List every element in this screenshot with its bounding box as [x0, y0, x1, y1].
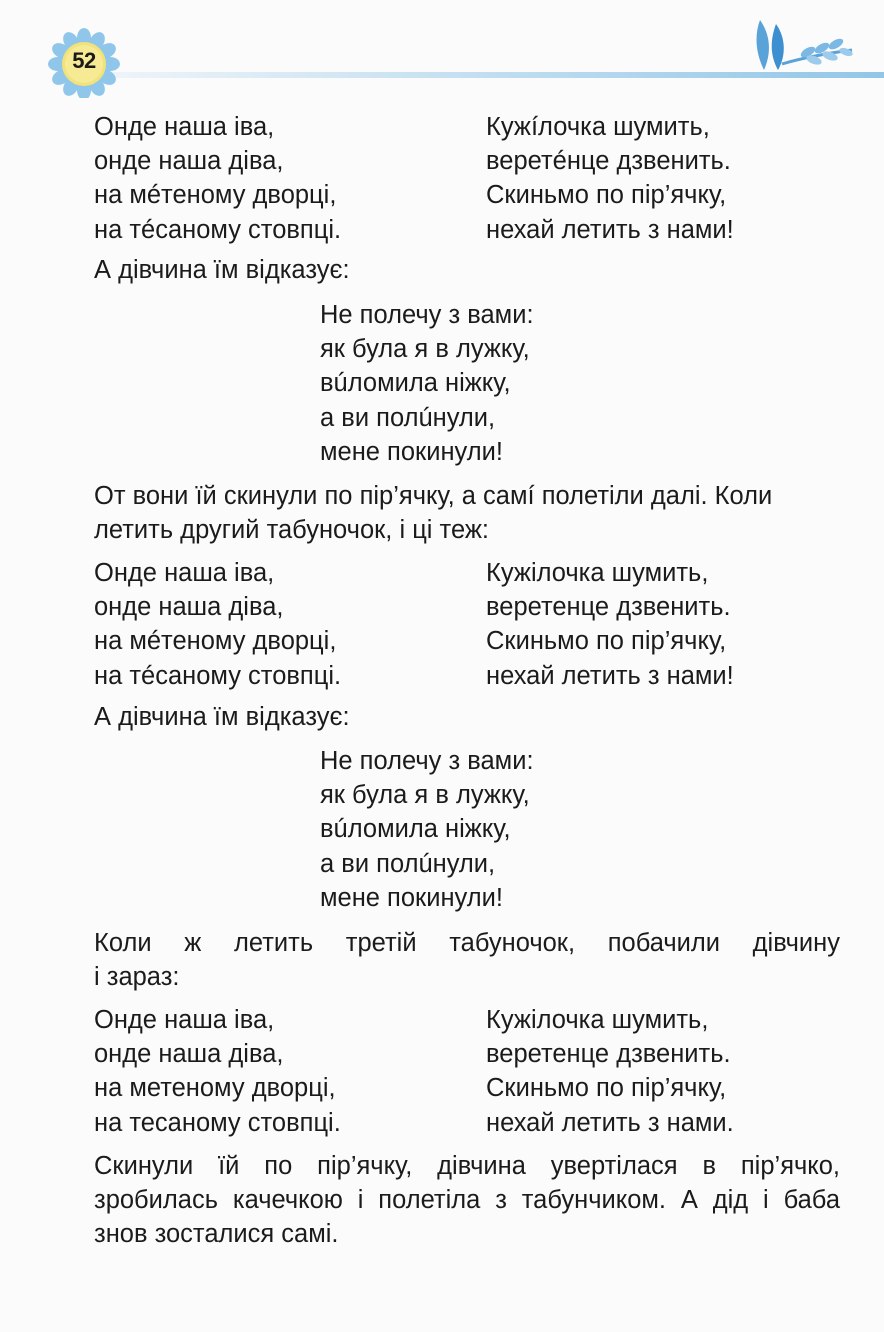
verse-line: нехай летить з нами! — [486, 215, 734, 244]
stanza-2-left — [94, 556, 341, 693]
verse-line: веретенце дзвенить. — [486, 593, 731, 622]
verse-line: вúломила ніжку, — [320, 815, 511, 844]
verse-line: веретéнце дзвенить. — [486, 147, 731, 176]
verse-line: а ви полúнули, — [320, 849, 496, 878]
verse-line: онде наша діва, — [94, 147, 284, 176]
verse-line: на тéсаному стовпці. — [94, 215, 342, 244]
verse-line: як була я в лужку, — [320, 335, 530, 364]
stanza-2-right — [486, 556, 734, 693]
verse-line: на мéтеному дворці, — [94, 181, 337, 210]
verse-line: Скиньмо по пір’ячку, — [486, 181, 727, 210]
narration-line: А дівчина їм відказує: — [94, 703, 350, 731]
verse-line: на метеному дворці, — [94, 1074, 336, 1103]
paragraph-line: зробилась качечкою і полетіла з табунчиком. А дід і баба — [94, 1186, 840, 1215]
stanza-3-left — [94, 1003, 341, 1140]
verse-line: Кужíлочка шумить, — [486, 113, 710, 141]
verse-line: Онде наша іва, — [94, 113, 275, 141]
verse-line: мене покинули! — [320, 437, 503, 466]
verse-line: мене покинули! — [320, 883, 503, 912]
verse-line: Онде наша іва, — [94, 559, 275, 587]
stanza-3-right — [486, 1003, 734, 1140]
narration-paragraph-4 — [94, 926, 840, 994]
narration-line: А дівчина їм відказує: — [94, 256, 350, 284]
stanza-1-left — [94, 110, 341, 247]
verse-line: нехай летить з нами! — [486, 661, 734, 690]
verse-line: а ви полúнули, — [320, 403, 496, 432]
paragraph-line: От вони їй скинули по пір’ячку, а самí полетіли далі. Коли — [94, 482, 773, 510]
paragraph-line: Скинули їй по пір’ячку, дівчина увертілася в пір’ячко, — [94, 1152, 840, 1180]
narration-paragraph-2 — [94, 479, 840, 547]
verse-line: онде наша діва, — [94, 1040, 284, 1069]
paragraph-line: Коли ж летить третій табуночок, побачили дівчину — [94, 929, 840, 957]
verse-line: нехай летить з нами. — [486, 1108, 734, 1137]
verse-line: Скиньмо по пір’ячку, — [486, 627, 727, 656]
verse-line: онде наша діва, — [94, 593, 284, 622]
leaf-ornament-icon — [742, 14, 862, 74]
reply-1 — [320, 298, 534, 469]
verse-line: на тéсаному стовпці. — [94, 661, 342, 690]
reply-2 — [320, 744, 534, 915]
verse-line: веретенце дзвенить. — [486, 1040, 731, 1069]
verse-line: Скиньмо по пір’ячку, — [486, 1074, 727, 1103]
narration-paragraph-5 — [94, 1149, 840, 1252]
verse-line: вúломила ніжку, — [320, 369, 511, 398]
stanza-1-right — [486, 110, 734, 247]
verse-line: Кужілочка шумить, — [486, 559, 709, 587]
verse-line: як була я в лужку, — [320, 781, 530, 810]
verse-line: Кужілочка шумить, — [486, 1006, 709, 1034]
verse-line: Онде наша іва, — [94, 1006, 275, 1034]
verse-line: на тесаному стовпці. — [94, 1108, 341, 1137]
verse-line: Не полечу з вами: — [320, 747, 534, 775]
verse-line: на мéтеному дворці, — [94, 627, 337, 656]
paragraph-line: летить другий табуночок, і ці теж: — [94, 516, 489, 545]
page-number: 52 — [72, 48, 96, 73]
verse-line: Не полечу з вами: — [320, 301, 534, 329]
paragraph-line: знов зосталися самі. — [94, 1220, 339, 1249]
paragraph-line: і зараз: — [94, 963, 180, 992]
